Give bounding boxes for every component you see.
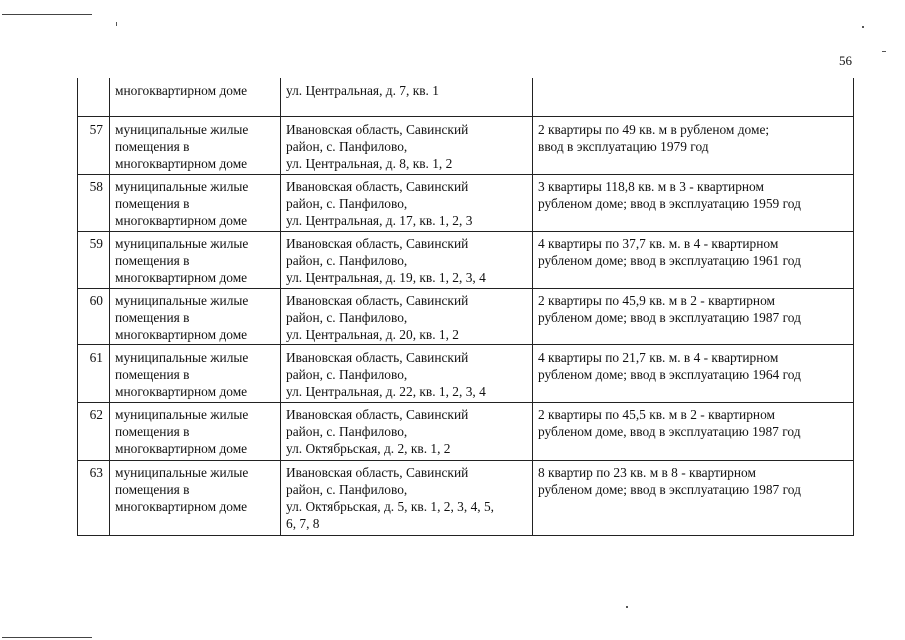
continued-row-address: ул. Центральная, д. 7, кв. 1 <box>286 83 439 98</box>
row-object-type: муниципальные жилые помещения в многоквартирном доме <box>115 465 249 514</box>
table-column-divider <box>109 78 110 536</box>
table-row-divider <box>77 460 854 461</box>
row-description: 8 квартир по 23 кв. м в 8 - квартирном рубленом доме; ввод в эксплуатацию 1987 год <box>538 465 801 497</box>
table-border-bottom <box>77 535 854 536</box>
row-description: 2 квартиры по 49 кв. м в рубленом доме; ввод в эксплуатацию 1979 год <box>538 122 770 154</box>
table-row-divider <box>77 402 854 403</box>
page-number: 56 <box>839 53 852 68</box>
row-description: 3 квартиры 118,8 кв. м в 3 - квартирном рубленом доме; ввод в эксплуатацию 1959 год <box>538 179 801 211</box>
row-object-type: муниципальные жилые помещения в многоквартирном доме <box>115 122 249 171</box>
continued-row-type: многоквартирном доме <box>115 83 248 98</box>
row-object-type: муниципальные жилые помещения в многоквартирном доме <box>115 236 249 285</box>
table-column-divider <box>280 78 281 536</box>
row-address: Ивановская область, Савинский район, с. Панфилово, ул. Центральная, д. 22, кв. 1, 2, 3, 4 <box>286 350 486 399</box>
table-row-divider <box>77 344 854 345</box>
row-number: 57 <box>89 122 103 137</box>
row-address: Ивановская область, Савинский район, с. Панфилово, ул. Центральная, д. 8, кв. 1, 2 <box>286 122 469 171</box>
row-address: Ивановская область, Савинский район, с. Панфилово, ул. Центральная, д. 19, кв. 1, 2, 3, 4 <box>286 236 486 285</box>
table-row-divider <box>77 288 854 289</box>
row-number: 60 <box>89 293 103 308</box>
row-object-type: муниципальные жилые помещения в многоквартирном доме <box>115 179 249 228</box>
row-description: 4 квартиры по 37,7 кв. м. в 4 - квартирном рубленом доме; ввод в эксплуатацию 1961 год <box>538 236 801 268</box>
row-number: 61 <box>89 350 103 365</box>
row-number: 58 <box>89 179 103 194</box>
table-column-divider <box>532 78 533 536</box>
row-address: Ивановская область, Савинский район, с. Панфилово, ул. Центральная, д. 17, кв. 1, 2, 3 <box>286 179 473 228</box>
table-row-divider <box>77 174 854 175</box>
row-object-type: муниципальные жилые помещения в многоквартирном доме <box>115 407 249 456</box>
table-border-left <box>77 78 78 536</box>
row-address: Ивановская область, Савинский район, с. Панфилово, ул. Центральная, д. 20, кв. 1, 2 <box>286 293 469 342</box>
table-row-divider <box>77 116 854 117</box>
row-number: 59 <box>89 236 103 251</box>
row-description: 2 квартиры по 45,5 кв. м в 2 - квартирном рубленом доме, ввод в эксплуатацию 1987 год <box>538 407 801 439</box>
row-object-type: муниципальные жилые помещения в многоквартирном доме <box>115 293 249 342</box>
row-number: 62 <box>89 407 103 422</box>
row-description: 2 квартиры по 45,9 кв. м в 2 - квартирном рубленом доме; ввод в эксплуатацию 1987 год <box>538 293 801 325</box>
row-object-type: муниципальные жилые помещения в многоквартирном доме <box>115 350 249 399</box>
row-address: Ивановская область, Савинский район, с. Панфилово, ул. Октябрьская, д. 5, кв. 1, 2, 3, 4, 5, 6, 7, 8 <box>286 465 495 531</box>
row-number: 63 <box>89 465 103 480</box>
table-row-divider <box>77 231 854 232</box>
table-border-right <box>853 78 854 536</box>
row-address: Ивановская область, Савинский район, с. Панфилово, ул. Октябрьская, д. 2, кв. 1, 2 <box>286 407 469 456</box>
row-description: 4 квартиры по 21,7 кв. м. в 4 - квартирном рубленом доме; ввод в эксплуатацию 1964 год <box>538 350 801 382</box>
